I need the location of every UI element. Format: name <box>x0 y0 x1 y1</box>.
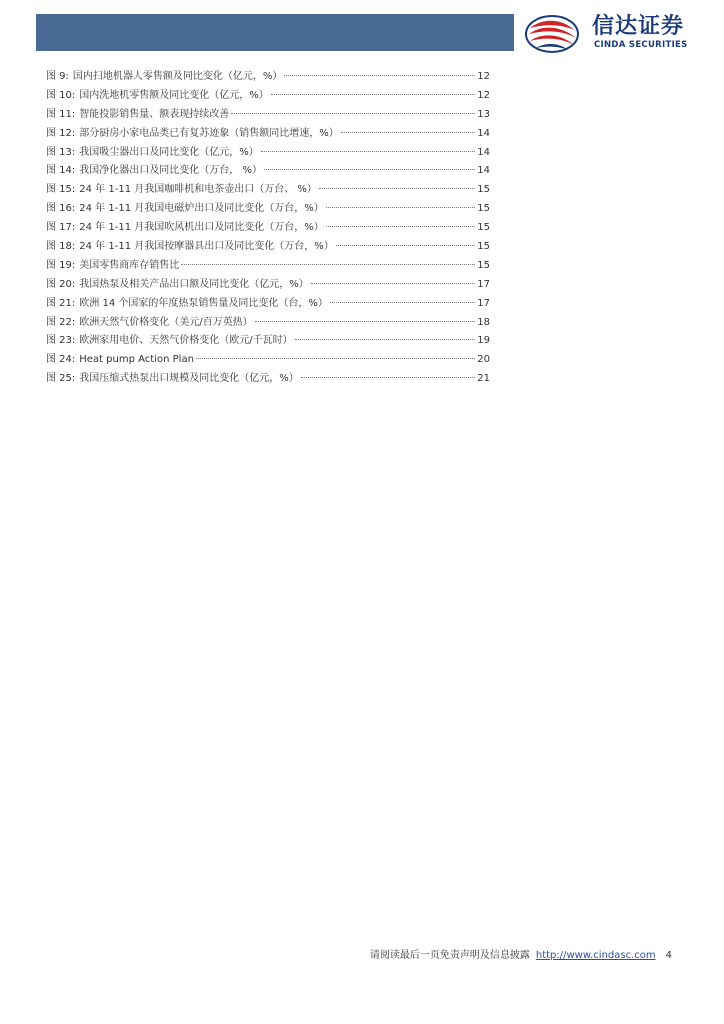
toc-entry-number: 图 19: <box>46 259 76 271</box>
toc-entry[interactable] <box>46 87 490 106</box>
toc-entry[interactable] <box>46 68 490 87</box>
toc-entry-title: 我国净化器出口及同比变化（万台， %） <box>79 165 262 177</box>
toc-dot-leader <box>295 338 476 340</box>
toc-entry-number: 图 14: <box>46 165 76 177</box>
toc-dot-leader <box>261 150 475 152</box>
toc-entry-page: 17 <box>477 278 490 290</box>
company-logo <box>524 14 704 54</box>
toc-dot-leader <box>271 93 475 95</box>
figure-toc-list <box>46 68 490 389</box>
toc-entry-number: 图 24: <box>46 354 76 366</box>
toc-entry-number: 图 10: <box>46 89 76 101</box>
toc-entry[interactable] <box>46 257 490 276</box>
toc-entry-title: 国内洗地机零售额及同比变化（亿元，%） <box>79 89 269 101</box>
toc-entry-number: 图 13: <box>46 146 76 158</box>
toc-entry-page: 15 <box>477 222 490 234</box>
toc-entry-page: 13 <box>477 108 490 120</box>
toc-entry[interactable] <box>46 125 490 144</box>
toc-entry-title: 国内扫地机器人零售额及同比变化（亿元，%） <box>72 71 283 82</box>
toc-entry-title: 我国压缩式热泵出口规模及同比变化（亿元，%） <box>79 373 299 385</box>
toc-entry-page: 18 <box>477 316 490 328</box>
toc-entry-title: 智能投影销售量、额表现持续改善 <box>79 108 230 120</box>
toc-entry[interactable] <box>46 295 490 314</box>
toc-entry-page: 15 <box>477 241 490 253</box>
toc-entry-title: 美国零售商库存销售比 <box>79 259 180 271</box>
toc-entry-number: 图 25: <box>46 373 76 385</box>
toc-entry-title: 24 年 1-11 月我国按摩器具出口及同比变化（万台，%） <box>79 241 334 253</box>
toc-entry-page: 19 <box>477 335 490 347</box>
toc-entry-page: 15 <box>477 184 490 196</box>
cinda-logo-icon <box>524 14 580 54</box>
toc-entry-page: 17 <box>477 297 490 309</box>
toc-dot-leader <box>319 187 475 189</box>
toc-dot-leader <box>301 376 475 378</box>
toc-dot-leader <box>264 168 475 170</box>
toc-entry[interactable] <box>46 219 490 238</box>
toc-entry-page: 14 <box>477 146 490 158</box>
toc-entry-number: 图 22: <box>46 316 76 328</box>
toc-entry[interactable] <box>46 332 490 351</box>
toc-entry-number: 图 17: <box>46 222 76 234</box>
toc-entry-number: 图 11: <box>46 108 76 120</box>
toc-entry[interactable] <box>46 351 490 370</box>
toc-dot-leader <box>255 320 476 322</box>
toc-entry[interactable] <box>46 106 490 125</box>
toc-entry[interactable] <box>46 238 490 257</box>
toc-entry[interactable] <box>46 200 490 219</box>
toc-entry-number: 图 21: <box>46 297 76 309</box>
toc-dot-leader <box>284 74 475 76</box>
toc-entry-page: 14 <box>477 165 490 177</box>
toc-dot-leader <box>336 244 476 246</box>
toc-entry-title: 欧洲家用电价、天然气价格变化（欧元/千瓦时） <box>79 335 293 347</box>
toc-entry-title: 我国热泵及相关产品出口额及同比变化（亿元，%） <box>79 278 309 290</box>
toc-entry-title: 24 年 1-11 月我国吹风机出口及同比变化（万台，%） <box>79 222 324 234</box>
toc-entry-page: 21 <box>477 373 490 385</box>
disclaimer-notice: 请阅读最后一页免责声明及信息披露 <box>369 950 530 961</box>
toc-entry-page: 12 <box>477 89 490 101</box>
toc-dot-leader <box>231 112 475 114</box>
toc-dot-leader <box>311 282 475 284</box>
logo-english-name: CINDA SECURITIES <box>594 40 688 50</box>
toc-entry-page: 15 <box>477 259 490 271</box>
toc-entry-page: 15 <box>477 203 490 215</box>
toc-entry-title: 24 年 1-11 月我国电磁炉出口及同比变化（万台，%） <box>79 203 324 215</box>
header-band <box>36 14 514 51</box>
logo-chinese-name: 信达证券 <box>592 14 685 39</box>
toc-entry-number: 图 9: <box>46 71 69 82</box>
toc-dot-leader <box>341 131 475 133</box>
toc-entry-title: 24 年 1-11 月我国咖啡机和电茶壶出口（万台、 %） <box>79 184 317 196</box>
toc-dot-leader <box>326 225 476 227</box>
toc-entry-number: 图 20: <box>46 278 76 290</box>
toc-entry[interactable] <box>46 370 490 389</box>
toc-entry-title: 部分厨房小家电品类已有复苏迹象（销售额同比增速，%） <box>79 127 339 139</box>
toc-entry-page: 12 <box>477 71 490 82</box>
toc-entry-number: 图 18: <box>46 241 76 253</box>
toc-entry-title: Heat pump Action Plan <box>79 354 194 366</box>
toc-entry[interactable] <box>46 314 490 333</box>
toc-entry[interactable] <box>46 144 490 163</box>
toc-entry-number: 图 15: <box>46 184 76 196</box>
toc-entry-title: 欧洲 14 个国家的年度热泵销售量及同比变化（台，%） <box>79 297 328 309</box>
toc-entry-title: 我国吸尘器出口及同比变化（亿元，%） <box>79 146 259 158</box>
toc-entry-number: 图 16: <box>46 203 76 215</box>
toc-dot-leader <box>326 206 476 208</box>
toc-entry-page: 20 <box>477 354 490 366</box>
toc-entry-number: 图 12: <box>46 127 76 139</box>
page-number: 4 <box>665 950 672 961</box>
toc-entry[interactable] <box>46 181 490 200</box>
toc-entry[interactable] <box>46 276 490 295</box>
toc-entry-page: 14 <box>477 127 490 139</box>
toc-dot-leader <box>196 357 475 359</box>
toc-dot-leader <box>330 301 475 303</box>
toc-entry-title: 欧洲天然气价格变化（美元/百万英热） <box>79 316 253 328</box>
page-footer <box>370 948 672 964</box>
toc-entry-number: 图 23: <box>46 335 76 347</box>
toc-entry[interactable] <box>46 162 490 181</box>
website-link[interactable]: http://www.cindasc.com <box>535 950 656 961</box>
toc-dot-leader <box>181 263 475 265</box>
